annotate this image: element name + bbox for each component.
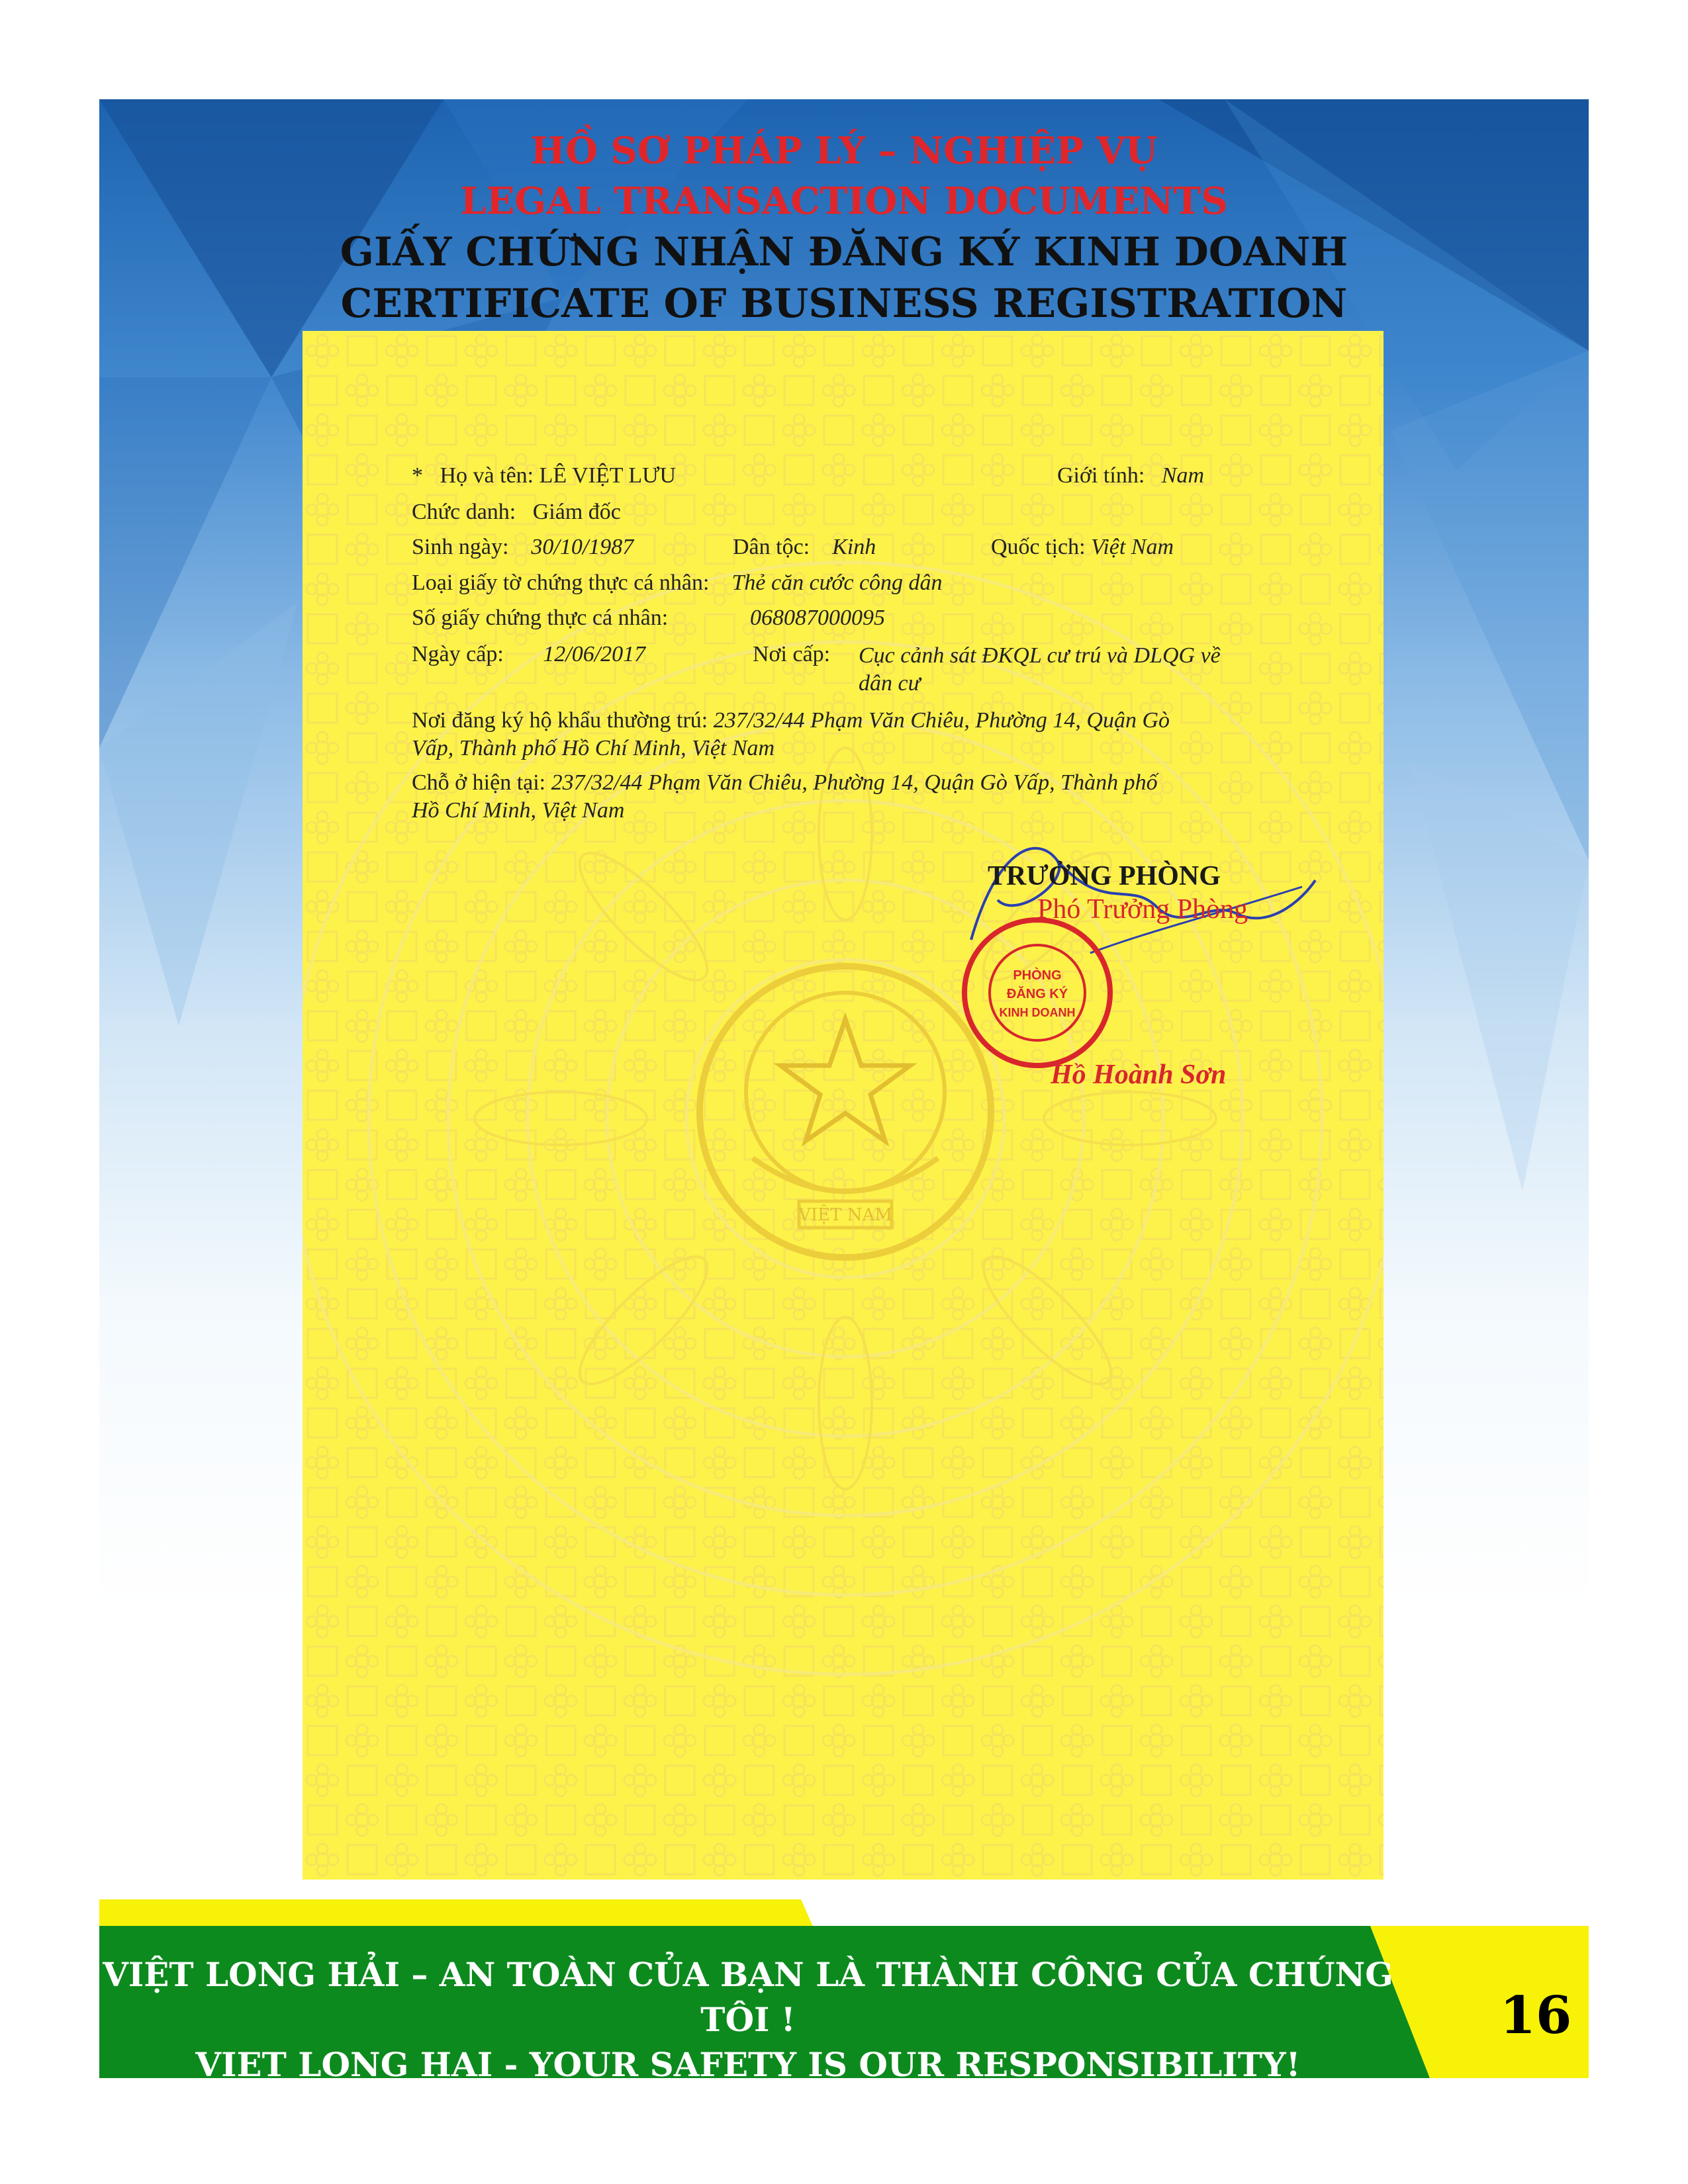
stamp-line1: PHÒNG bbox=[1013, 968, 1062, 983]
position-value: Giám đốc bbox=[532, 500, 621, 524]
id-type-row bbox=[412, 570, 943, 596]
ethnicity-row bbox=[733, 535, 876, 560]
issue-place-value-box bbox=[859, 642, 1221, 698]
name-label: Họ và tên: bbox=[440, 463, 534, 488]
issue-place-value-line2: dân cư bbox=[859, 671, 921, 696]
issue-date-row bbox=[412, 642, 645, 667]
bullet: * bbox=[412, 463, 423, 488]
emblem-text: VIỆT NAM bbox=[798, 1205, 892, 1225]
ethnicity-value: Kinh bbox=[832, 535, 876, 559]
heading-en-legal: LEGAL TRANSACTION DOCUMENTS bbox=[460, 179, 1228, 223]
issue-place-label: Nơi cấp: bbox=[753, 642, 831, 666]
dob-value: 30/10/1987 bbox=[531, 535, 634, 559]
issue-place-value-line1: Cục cảnh sát ĐKQL cư trú và DLQG về bbox=[859, 643, 1221, 668]
footer-band bbox=[99, 1899, 1589, 2084]
heading-vn-legal: HỒ SƠ PHÁP LÝ – NGHIỆP VỤ bbox=[530, 129, 1158, 173]
residence-block bbox=[412, 707, 1170, 762]
gender-label: Giới tính: bbox=[1057, 463, 1145, 488]
footer-slogan-vn: VIỆT LONG HẢI – AN TOÀN CỦA BẠN LÀ THÀNH CÔNG CỦA CHÚNG TÔI ! bbox=[103, 1955, 1393, 2039]
position-label: Chức danh: bbox=[412, 500, 516, 524]
dob-row bbox=[412, 535, 633, 560]
stamp-line3: KINH DOANH bbox=[999, 1006, 1076, 1019]
id-type-label: Loại giấy tờ chứng thực cá nhân: bbox=[412, 570, 710, 595]
stamp-line2: ĐĂNG KÝ bbox=[1006, 987, 1068, 1001]
current-address-value-line2: Hồ Chí Minh, Việt Nam bbox=[412, 798, 625, 823]
residence-label: Nơi đăng ký hộ khẩu thường trú: bbox=[412, 708, 708, 733]
nationality-label: Quốc tịch: bbox=[991, 535, 1086, 559]
residence-value-line1: 237/32/44 Phạm Văn Chiêu, Phường 14, Quận Gò bbox=[713, 708, 1170, 733]
gender-row bbox=[1057, 463, 1204, 488]
name-value: LÊ VIỆT LƯU bbox=[539, 463, 677, 488]
dob-label: Sinh ngày: bbox=[412, 535, 509, 559]
id-type-value: Thẻ căn cước công dân bbox=[731, 570, 943, 595]
certificate-scan bbox=[303, 331, 1383, 1880]
id-number-value: 068087000095 bbox=[750, 606, 885, 630]
current-address-label: Chỗ ở hiện tại: bbox=[412, 770, 546, 795]
official-stamp bbox=[958, 913, 1117, 1072]
issue-date-label: Ngày cấp: bbox=[412, 642, 504, 666]
nationality-value: Việt Nam bbox=[1091, 535, 1174, 559]
footer-slogan-en: VIET LONG HAI - YOUR SAFETY IS OUR RESPONSIBILITY! bbox=[195, 2045, 1301, 2084]
issue-date-value: 12/06/2017 bbox=[543, 642, 646, 666]
footer-slogan bbox=[99, 1952, 1397, 2087]
issue-place-row bbox=[753, 642, 830, 667]
signer-subtitle: Phó Trưởng Phòng bbox=[1037, 894, 1248, 925]
residence-value-line2: Vấp, Thành phố Hồ Chí Minh, Việt Nam bbox=[412, 736, 775, 760]
ethnicity-label: Dân tộc: bbox=[733, 535, 810, 559]
page-headings bbox=[99, 126, 1589, 330]
id-number-row bbox=[412, 606, 668, 631]
id-number-label: Số giấy chứng thực cá nhân: bbox=[412, 606, 669, 630]
gender-value: Nam bbox=[1161, 463, 1204, 488]
signer-title: TRƯỞNG PHÒNG bbox=[988, 861, 1221, 891]
name-row bbox=[412, 463, 676, 488]
nationality-row bbox=[991, 535, 1174, 560]
position-row bbox=[412, 500, 621, 525]
page-number: 16 bbox=[1499, 1985, 1572, 2046]
signer-name: Hồ Hoành Sơn bbox=[1051, 1060, 1227, 1090]
current-address-value-line1: 237/32/44 Phạm Văn Chiêu, Phường 14, Quận Gò Vấp, Thành phố bbox=[551, 770, 1158, 795]
heading-vn-certificate: GIẤY CHỨNG NHẬN ĐĂNG KÝ KINH DOANH bbox=[340, 229, 1348, 275]
heading-en-certificate: CERTIFICATE OF BUSINESS REGISTRATION bbox=[340, 281, 1348, 327]
current-address-block bbox=[412, 769, 1158, 825]
id-number-value-box bbox=[750, 606, 885, 631]
